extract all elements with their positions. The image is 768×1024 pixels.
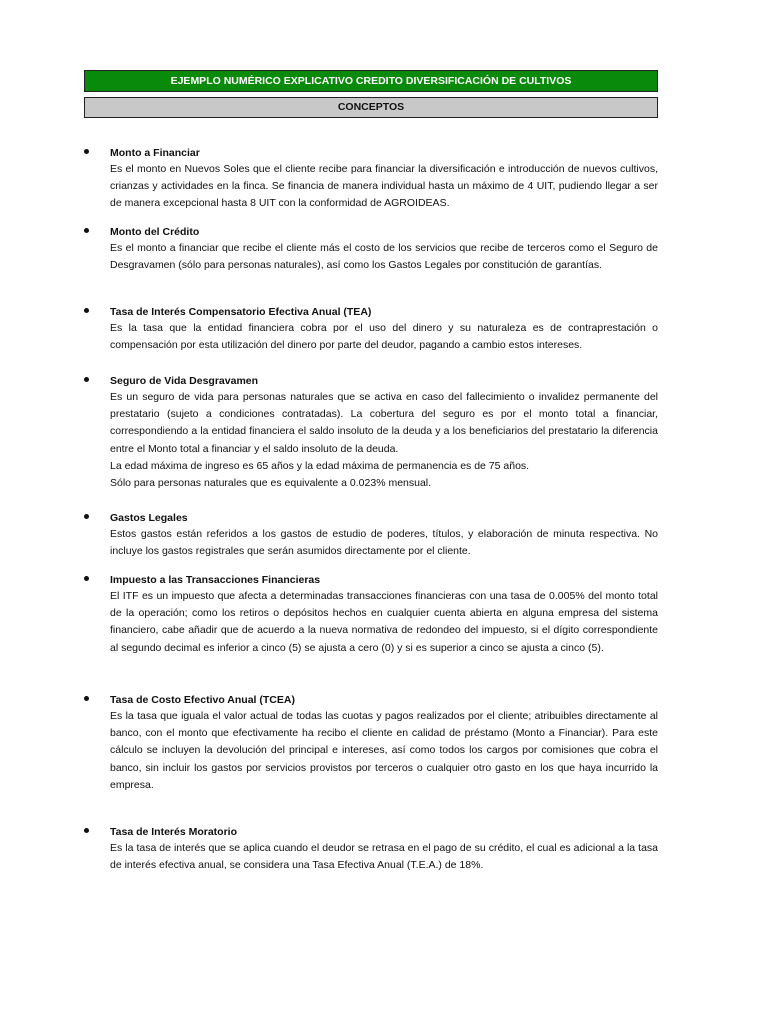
concept-paragraph: Sólo para personas naturales que es equivalente a 0.023% mensual.	[110, 477, 432, 490]
bullet-icon	[84, 308, 89, 313]
bullet-icon	[84, 828, 89, 833]
concept-monto-a-financiar	[84, 145, 658, 213]
concept-description	[110, 588, 658, 657]
bullet-icon	[84, 514, 89, 519]
concept-paragraph: La edad máxima de ingreso es 65 años y la edad máxima de permanencia es de 75 años.	[110, 459, 530, 472]
concept-paragraph: Es la tasa de interés que se aplica cuando el deudor se retrasa en el pago de su crédito, el cual es adicional a la tasa de interés efectiva anual, se considera una Tasa Efectiva Anual (T.E.A.) de 18%.	[110, 842, 658, 872]
concept-title: Seguro de Vida Desgravamen	[110, 375, 259, 387]
concept-paragraph: El ITF es un impuesto que afecta a determinadas transacciones financieras con una tasa de 0.005% del monto total de la operación; como los retiros o depósitos hechos en cualquier cuenta abierta en alguna empresa del sistema financiero, cabe añadir que de acuerdo a la nueva normativa de redondeo del impuesto, si el dígito correspondiente al segundo decimal es inferior a cinco (5) se ajusta a cero (0) y si es superior a cinco se ajusta a cinco (5).	[110, 590, 658, 654]
concept-title: Tasa de Interés Compensatorio Efectiva Anual (TEA)	[110, 306, 372, 318]
concept-title: Tasa de Costo Efectivo Anual (TCEA)	[110, 694, 295, 706]
concept-gastos-legales	[84, 510, 658, 560]
concept-description	[110, 708, 658, 794]
concept-description	[110, 320, 658, 354]
bullet-icon	[84, 377, 89, 382]
concept-itf	[84, 572, 658, 657]
concept-paragraph: Es el monto a financiar que recibe el cliente más el costo de los servicios que recibe de terceros como el Seguro de Desgravamen (sólo para personas naturales), así como los Gastos Legales por constitución de garantías.	[110, 242, 658, 272]
concept-title: Monto del Crédito	[110, 226, 200, 238]
concept-tasa-tea	[84, 304, 658, 354]
concept-paragraph: Es el monto en Nuevos Soles que el cliente recibe para financiar la diversificación e introducción de nuevos cultivos, crianzas y actividades en la finca. Se financia de manera individual hasta un máximo de 4 UIT, pudiendo llegar a ser de manera excepcional hasta 8 UIT con la conformidad de AGROIDEAS.	[110, 163, 658, 210]
concept-paragraph: Es la tasa que iguala el valor actual de todas las cuotas y pagos realizados por el cliente; atribuibles directamente al banco, con el monto que efectivamente ha recibo el cliente en calidad de préstamo (Monto a Financiar). Para este cálculo se incluyen la devolución del principal e intereses, así como todos los cargos por comisiones que cobra el banco, sin incluir los gastos por servicios provistos por terceros o cualquier otro gasto en los que haya incurrido la empresa.	[110, 710, 658, 791]
concept-title: Gastos Legales	[110, 512, 188, 524]
concept-seguro-desgravamen	[84, 373, 658, 492]
concept-paragraph: Es un seguro de vida para personas naturales que se activa en caso del fallecimiento o invalidez permanente del prestatario (sujeto a condiciones contratadas). La cobertura del seguro es por el monto total a financiar, correspondiendo a la entidad financiera el saldo insoluto de la deuda y a los beneficiarios del prestatario la diferencia entre el Monto total a financiar y el saldo insoluto de la deuda.	[110, 391, 658, 455]
concept-paragraph: Estos gastos están referidos a los gastos de estudio de poderes, títulos, y elaboración de minuta respectiva. No incluye los gastos registrales que serán asumidos directamente por el cliente.	[110, 528, 658, 558]
document-title: EJEMPLO NUMÉRICO EXPLICATIVO CREDITO DIVERSIFICACIÓN DE CULTIVOS	[84, 70, 658, 92]
concept-description	[110, 389, 658, 492]
concept-tcea	[84, 692, 658, 794]
concept-description	[110, 161, 658, 213]
concept-description	[110, 240, 658, 274]
bullet-icon	[84, 228, 89, 233]
concept-description	[110, 526, 658, 560]
concept-title: Tasa de Interés Moratorio	[110, 826, 238, 838]
bullet-icon	[84, 149, 89, 154]
bullet-icon	[84, 576, 89, 581]
concept-interes-moratorio	[84, 824, 658, 874]
bullet-icon	[84, 696, 89, 701]
concept-title: Monto a Financiar	[110, 147, 200, 159]
concept-monto-del-credito	[84, 224, 658, 274]
concept-paragraph: Es la tasa que la entidad financiera cobra por el uso del dinero y su naturaleza es de contraprestación o compensación por esta utilización del dinero por parte del deudor, pagando a cambio estos intereses.	[110, 322, 658, 352]
concept-description	[110, 840, 658, 874]
concept-title: Impuesto a las Transacciones Financieras	[110, 574, 321, 586]
section-heading-conceptos: CONCEPTOS	[84, 97, 658, 118]
